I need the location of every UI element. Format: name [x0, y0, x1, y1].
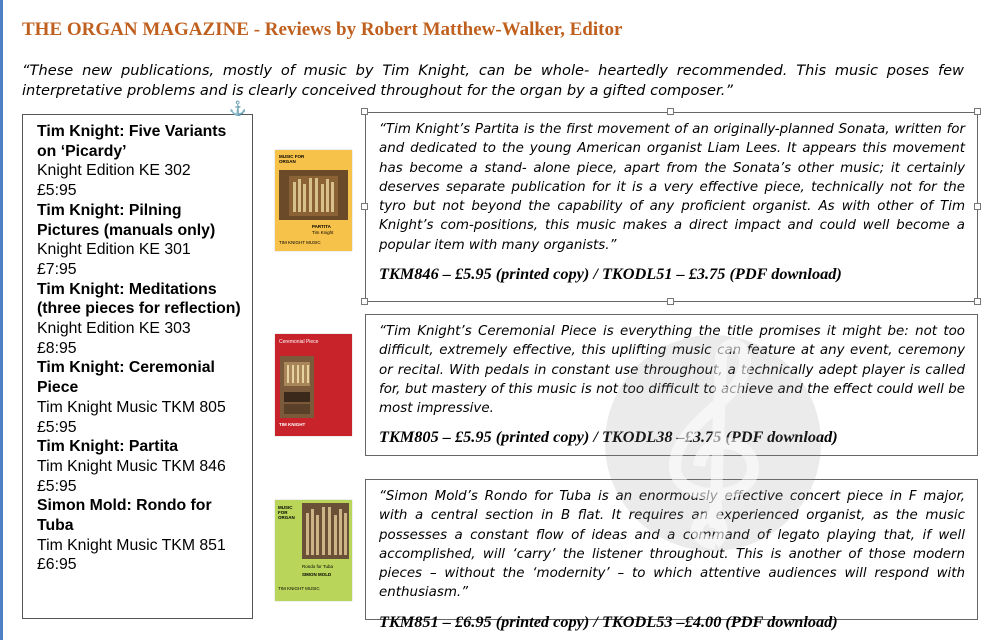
review-price: TKM846 – £5.95 (printed copy) / TKODL51 – £3.75 (PDF download) [379, 264, 842, 284]
cover-rondo-for-tuba[interactable] [275, 500, 352, 601]
list-item-title: Tim Knight: Five Variants on ‘Picardy’ [37, 123, 227, 160]
list-item-price: £8:95 [37, 339, 77, 357]
list-item-edition: Knight Edition KE 303 [37, 320, 191, 338]
list-item-title: Tim Knight: Pilning Pictures (manuals only) [37, 201, 216, 239]
cover-ceremonial-piece[interactable] [275, 334, 352, 436]
list-item [37, 437, 242, 496]
cover-title: PARTITA [312, 224, 331, 229]
resize-handle[interactable] [667, 108, 674, 115]
list-item [37, 358, 242, 437]
review-text: “Simon Mold’s Rondo for Tuba is an enormously effective concert piece in F major, with a central section in B flat. It requires an experienced organist, as the music possesses a constant flow of ideas and a command of legato playing that, if well accomplished, will ‘carry’ the listener throughout. This is another of those modern pieces – without the ‘modernity’ – to which attentive audiences will respond with enthusiasm.” [379, 489, 965, 601]
list-item-title: Simon Mold: Rondo for Tuba [37, 497, 212, 535]
cover-title: Ceremonial Piece [279, 339, 319, 345]
cover-partita[interactable] [275, 150, 352, 251]
list-item-price: £5:95 [37, 182, 77, 200]
cover-composer: SIMON MOLD [302, 572, 332, 577]
list-item-edition: Knight Edition KE 301 [37, 241, 191, 259]
review-rondo-for-tuba[interactable] [365, 479, 978, 631]
cover-series: MUSIC FOR ORGAN [278, 505, 295, 520]
cover-series: MUSIC FOR ORGAN [279, 154, 305, 164]
organ-pipes-photo [302, 503, 349, 559]
review-price: TKM805 – £5.95 (printed copy) / TKODL38 –£3.75 (PDF download) [379, 427, 838, 447]
resize-handle[interactable] [974, 108, 981, 115]
review-partita[interactable] [365, 112, 978, 302]
list-item [37, 496, 242, 575]
cover-composer: TIM KNIGHT [279, 422, 306, 427]
resize-handle[interactable] [974, 203, 981, 210]
editor-quote: “These new publications, mostly of music by Tim Knight, can be whole- heartedly recommended. This music poses few interpretative problems and is clearly conceived throughout for the organ by a gifted composer.” [22, 62, 964, 99]
cover-title: Rondo for Tuba [302, 564, 334, 569]
list-item [37, 201, 242, 280]
list-item-title: Tim Knight: Ceremonial Piece [37, 359, 215, 397]
list-item-price: £5:95 [37, 477, 77, 495]
list-item-price: £6:95 [37, 556, 77, 574]
cover-composer: Tim Knight [312, 230, 334, 235]
resize-handle[interactable] [361, 298, 368, 305]
resize-handle[interactable] [667, 298, 674, 305]
organ-console-photo [280, 356, 314, 418]
cover-footer: TIM KNIGHT MUSIC [279, 240, 321, 245]
list-item-edition: Tim Knight Music TKM 851 [37, 536, 226, 554]
review-text: “Tim Knight’s Ceremonial Piece is everything the title promises it might be: not too difficult, extremely effective, this uplifting music can feature at any event, ceremony or recital. With pedals in constant use throughout, a technically adept player is called for, but mastery of this music is not too difficult to achieve and the effect could well be most impressive. [379, 324, 965, 417]
resize-handle[interactable] [974, 298, 981, 305]
list-item [37, 122, 242, 201]
list-item [37, 280, 242, 359]
publication-list[interactable] [22, 114, 253, 619]
review-ceremonial-piece[interactable] [365, 314, 978, 456]
cover-footer: TIM KNIGHT MUSIC [278, 586, 320, 591]
list-item-edition: Knight Edition KE 302 [37, 162, 191, 180]
list-item-title: Tim Knight: Meditations (three pieces for reflection) [37, 280, 241, 318]
list-item-edition: Tim Knight Music TKM 846 [37, 457, 226, 475]
list-item-price: £5:95 [37, 418, 77, 436]
resize-handle[interactable] [361, 203, 368, 210]
list-item-price: £7:95 [37, 260, 77, 278]
review-text: “Tim Knight’s Partita is the first movement of an originally-planned Sonata, written for and dedicated to the young American organist Liam Lees. It appears this movement has become a stand- alone piece, apart from the Sonata’s other music; it certainly deserves separate publication for it is a very effective piece, technically not for the tyro but not beyond the capability of any proficient organist. As with other of Tim Knight’s com-positions, this music makes a direct impact and could well become a popular item with many organists.” [379, 122, 965, 253]
cathedral-organ-photo [279, 170, 348, 220]
list-item-title: Tim Knight: Partita [37, 438, 179, 456]
page-edge-line [0, 0, 3, 640]
resize-handle[interactable] [361, 108, 368, 115]
list-item-edition: Tim Knight Music TKM 805 [37, 398, 226, 416]
review-price: TKM851 – £6.95 (printed copy) / TKODL53 –£4.00 (PDF download) [379, 611, 838, 631]
page-title: THE ORGAN MAGAZINE - Reviews by Robert Matthew-Walker, Editor [22, 19, 623, 40]
anchor-icon[interactable]: ⚓ [229, 100, 247, 116]
